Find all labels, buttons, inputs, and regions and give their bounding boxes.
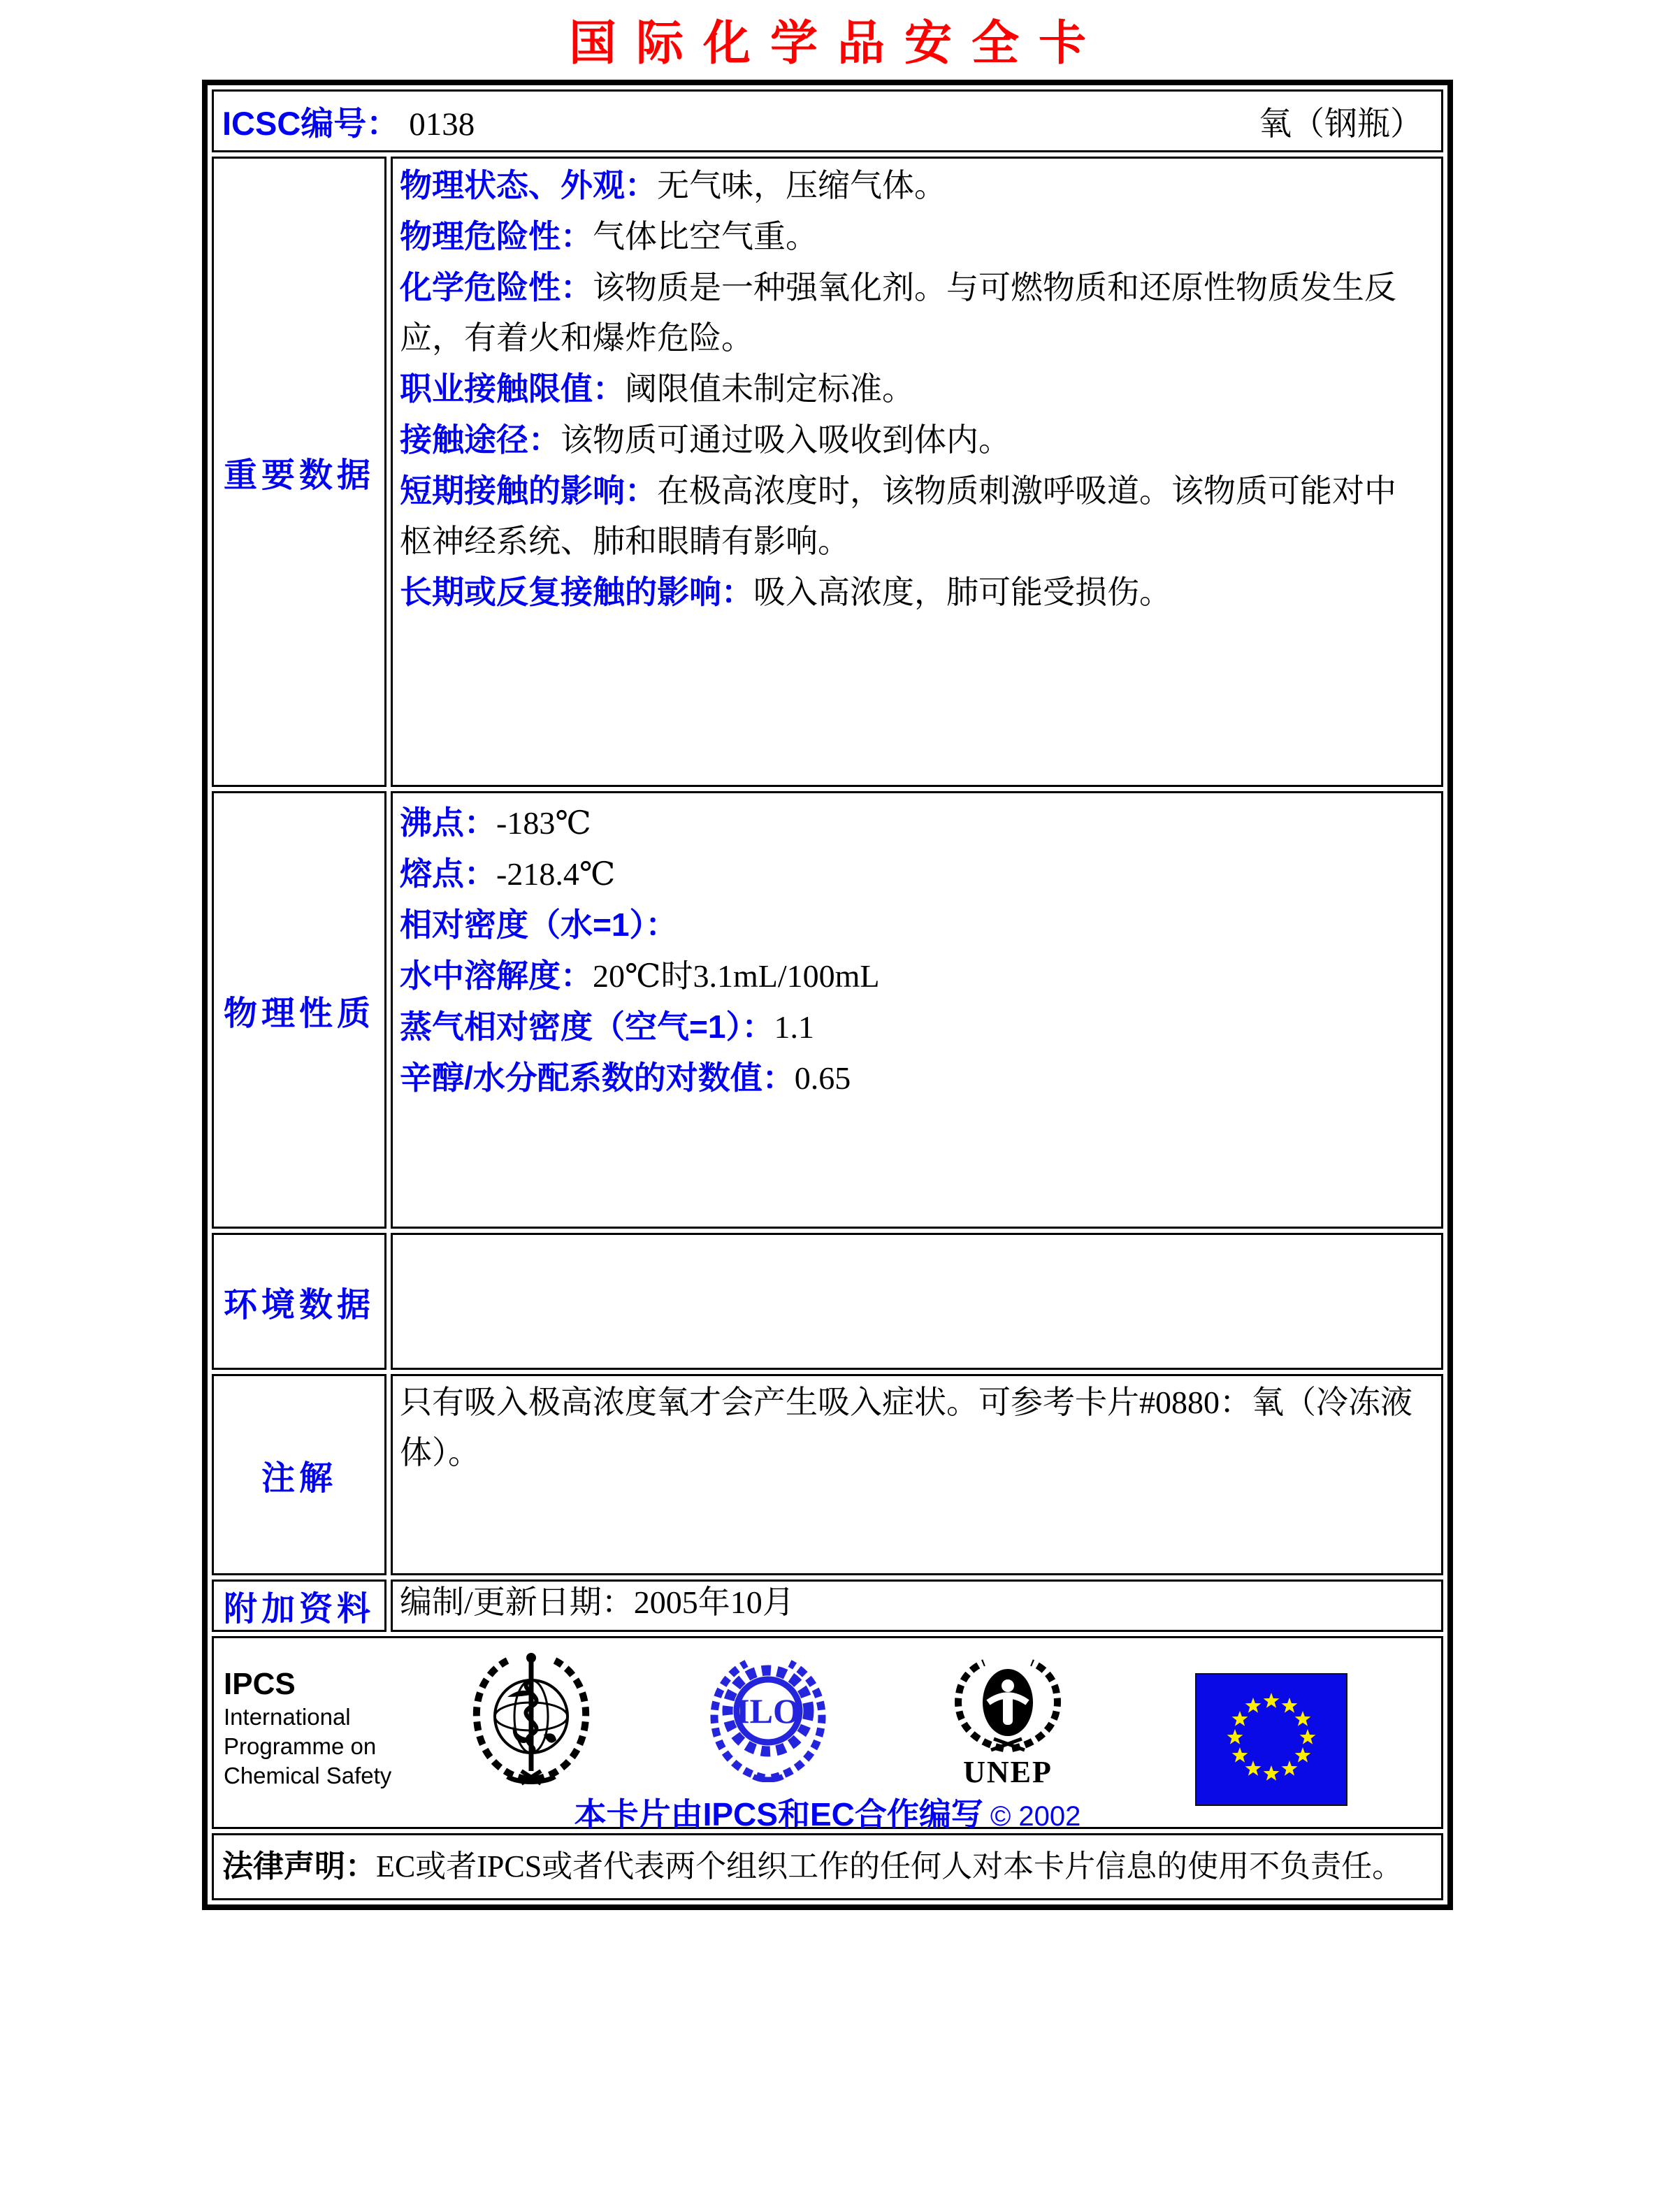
field-value: 20℃时3.1mL/100mL — [593, 958, 880, 994]
section-label-important-data: 重要数据 — [212, 157, 386, 787]
section-content-notes — [391, 1374, 1443, 1575]
data-item — [400, 797, 1423, 848]
section-content-important-data — [391, 157, 1443, 787]
field-label: 物理危险性： — [400, 218, 593, 254]
field-label: 化学危险性： — [400, 269, 593, 305]
data-item — [400, 567, 1423, 618]
field-value: -183℃ — [496, 805, 591, 841]
data-item — [400, 1002, 1423, 1053]
field-label: 水中溶解度： — [400, 957, 593, 994]
data-item — [400, 899, 1423, 950]
field-label: 沸点： — [400, 804, 496, 841]
field-value: 无气味，压缩气体。 — [657, 168, 946, 203]
row-environmental-data — [212, 1233, 1443, 1370]
ipcs-line: Chemical Safety — [224, 1763, 392, 1788]
icsc-number-value: 0138 — [409, 106, 475, 143]
section-label-physical-properties: 物理性质 — [212, 791, 386, 1229]
ipcs-logo-text — [224, 1666, 391, 1791]
section-label-additional-info: 附加资料 — [212, 1580, 386, 1632]
section-content-additional-info — [391, 1580, 1443, 1632]
data-item — [400, 465, 1423, 567]
field-label: 职业接触限值： — [400, 370, 625, 407]
unep-logo-icon — [949, 1659, 1067, 1753]
ilo-logo-icon — [706, 1655, 830, 1782]
data-item — [400, 211, 1423, 262]
field-label: 物理状态、外观： — [400, 167, 657, 203]
substance-name: 氧（钢瓶） — [1259, 106, 1423, 143]
field-value: 吸入高浓度，肺可能受损伤。 — [753, 574, 1171, 610]
ipcs-line: Programme on — [224, 1733, 377, 1759]
notes-text: 只有吸入极高浓度氧才会产生吸入症状。可参考卡片#0880：氧（冷冻液体）。 — [400, 1385, 1412, 1470]
field-label: 长期或反复接触的影响： — [400, 574, 753, 610]
unep-label: UNEP — [963, 1755, 1053, 1789]
row-legal-notice — [212, 1833, 1443, 1900]
field-value: 该物质可通过吸入吸收到体内。 — [561, 422, 1011, 458]
field-value: 该物质是一种强氧化剂。与可燃物质和还原性物质发生反应，有着火和爆炸危险。 — [400, 270, 1396, 356]
cooperation-caption — [214, 1789, 1441, 1835]
unep-logo — [945, 1659, 1071, 1788]
field-value: 在极高浓度时，该物质刺激呼吸道。该物质可能对中枢神经系统、肺和眼睛有影响。 — [400, 473, 1396, 559]
section-content-physical-properties — [391, 791, 1443, 1229]
icsc-number-label: ICSC编号： — [222, 104, 400, 142]
logos-section — [212, 1636, 1443, 1833]
additional-info-text: 编制/更新日期：2005年10月 — [400, 1584, 795, 1620]
field-label: 短期接触的影响： — [400, 472, 657, 509]
row-physical-properties — [212, 791, 1443, 1229]
field-value: -218.4℃ — [496, 856, 616, 892]
page-title: 国际化学品安全卡 — [568, 17, 1106, 70]
icsc-card-table — [202, 80, 1453, 1910]
data-item — [400, 414, 1423, 465]
section-label-environmental-data: 环境数据 — [212, 1233, 386, 1370]
data-item — [400, 1053, 1423, 1104]
data-item — [400, 950, 1423, 1002]
card-header — [214, 92, 1441, 150]
field-value: 1.1 — [774, 1009, 814, 1045]
who-logo-icon — [468, 1651, 594, 1786]
row-additional-info — [212, 1580, 1443, 1632]
data-item — [400, 262, 1423, 363]
field-label: 相对密度（水=1）： — [400, 906, 678, 943]
field-value: 阈限值未制定标准。 — [625, 371, 914, 407]
field-value: 0.65 — [794, 1060, 851, 1096]
eu-flag-icon — [1195, 1673, 1347, 1806]
row-notes — [212, 1374, 1443, 1575]
ipcs-line: International — [224, 1704, 351, 1730]
header-row — [212, 89, 1443, 152]
legal-line — [214, 1835, 1441, 1898]
section-label-notes: 注解 — [212, 1374, 386, 1575]
legal-section — [212, 1833, 1443, 1900]
field-label: 蒸气相对密度（空气=1）： — [400, 1009, 774, 1045]
section-content-environmental-data — [391, 1233, 1443, 1370]
row-logos — [212, 1636, 1443, 1829]
row-important-data — [212, 157, 1443, 787]
copyright-text: © 2002 — [990, 1801, 1081, 1832]
icsc-number-group — [222, 98, 475, 145]
caption-text: 本卡片由IPCS和EC合作编写 — [574, 1796, 983, 1833]
field-value: 气体比空气重。 — [593, 219, 818, 254]
ipcs-acronym: IPCS — [224, 1667, 296, 1701]
ilo-letters: ILO — [736, 1691, 800, 1730]
data-item — [400, 160, 1423, 211]
field-label: 辛醇/水分配系数的对数值： — [400, 1060, 795, 1096]
field-label: 熔点： — [400, 855, 496, 892]
data-item — [400, 363, 1423, 414]
legal-text: EC或者IPCS或者代表两个组织工作的任何人对本卡片信息的使用不负责任。 — [376, 1849, 1403, 1884]
legal-label: 法律声明： — [222, 1849, 376, 1884]
data-item — [400, 848, 1423, 899]
field-label: 接触途径： — [400, 421, 561, 458]
